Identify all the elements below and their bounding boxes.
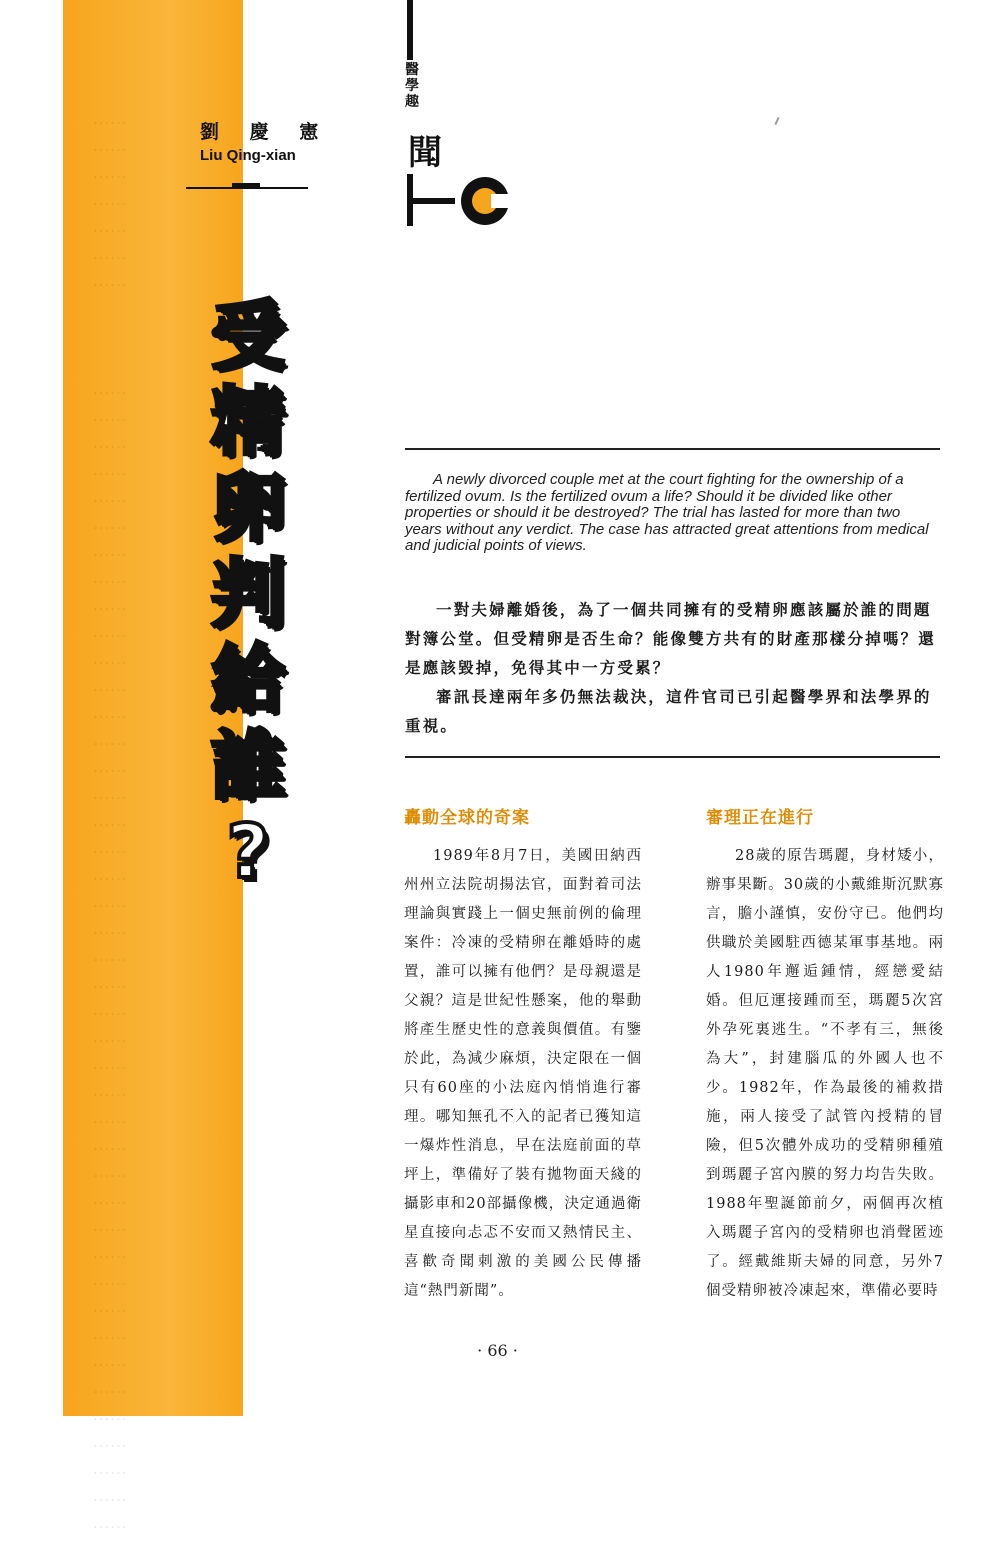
abstract-paragraph: 審訊長達兩年多仍無法裁決，這件官司已引起醫學界和法學界的重視。 (405, 688, 932, 735)
author-name-english: Liu Qing-xian (200, 147, 296, 164)
article-column-right (706, 803, 944, 1306)
column-label: 醫學趣 (405, 62, 419, 110)
abstract-top-rule (405, 448, 940, 450)
page-number: · 66 · (477, 1341, 518, 1360)
abstract-english: A newly divorced couple met at the court fighting for the ownership of a fertilized ovum. Is the fertilized ovum a life? Should it be divided like other properties or should it be destroyed? The trial has lasted for more than two years without any verdict. The case has attracted great attentions from medical and judicial points of views. (405, 471, 929, 554)
abstract-paragraph: 一對夫婦離婚後，為了一個共同擁有的受精卵應該屬於誰的問題對簿公堂。但受精卵是否生命？能像雙方共有的財產那樣分掉嗎？還是應該毀掉，免得其中一方受累？ (405, 601, 937, 677)
section-heading: 審理正在進行 (706, 808, 814, 828)
title-char: ? (226, 809, 270, 895)
scan-speck (774, 117, 779, 125)
title-char: 給 (211, 637, 285, 723)
column-logo-icon (407, 174, 517, 230)
article-title (203, 293, 293, 895)
section-body: 28歲的原告瑪麗，身材矮小，辦事果斷。30歲的小戴維斯沉默寡言，膽小謹慎，安份守已。他們均供職於美國駐西德某軍事基地。兩人1980年邂逅鍾情，經戀愛結婚。但厄運接踵而至，瑪麗5次宮外孕死裏逃生。“不孝有三，無後為大”，封建腦瓜的外國人也不少。1982年，作為最後的補救措施，兩人接受了試管內授精的冒險，但5次體外成功的受精卵種殖到瑪麗子宮內膜的努力均告失敗。1988年聖誕節前夕，兩個再次植入瑪麗子宮內的受精卵也消聲匿迹了。經戴維斯夫婦的同意，另外7個受精卵被冷凍起來，準備必要時 (706, 848, 944, 1299)
title-char: 卵 (211, 465, 285, 551)
article-column-left (404, 803, 642, 1306)
section-body: 1989年8月7日，美國田納西州州立法院胡揚法官，面對着司法理論與實踐上一個史無前例的倫理案件：冷凍的受精卵在離婚時的處置，誰可以擁有他們？是母親還是父親？這是世紀性懸案，他的舉動將產生歷史性的意義與價值。有鑒於此，為減少麻煩，決定限在一個只有60座的小法庭內悄悄進行審理。哪知無孔不入的記者已獲知這一爆炸性消息，早在法庭前面的草坪上，準備好了裝有拋物面天綫的攝影車和20部攝像機，決定通過衛星直接向忐忑不安而又熱情民主、喜歡奇聞刺激的美國公民傳播這“熱門新聞”。 (404, 848, 642, 1299)
abstract-chinese (405, 596, 940, 741)
title-char: 誰 (211, 723, 285, 809)
author-name-chinese: 劉 慶 憲 (200, 121, 331, 143)
title-char: 判 (211, 551, 285, 637)
column-title-char: 聞 (408, 133, 442, 173)
abstract-bottom-rule (405, 756, 940, 758)
title-char: 精 (211, 379, 285, 465)
bleed-through-text: ······ ······ ······ ······ ······ ······ ······ ······ ······ ······ ······ ······ ······ ······ ······ ······ ······ ······ ······ ······ ······ ······ ······ ······ ······ ······ ······ ······ ······ ······ ······ ······ ······ ······ ······ ······ ······ ······ ······ ······ ······ ······ ······ (93, 384, 128, 1536)
column-marker-line (407, 0, 413, 60)
author-divider-accent (232, 183, 260, 189)
title-char: 受 (211, 293, 285, 379)
section-heading: 轟動全球的奇案 (404, 808, 530, 828)
bleed-through-text: ······ ······ ······ ······ ······ ······ ······ (93, 114, 128, 294)
